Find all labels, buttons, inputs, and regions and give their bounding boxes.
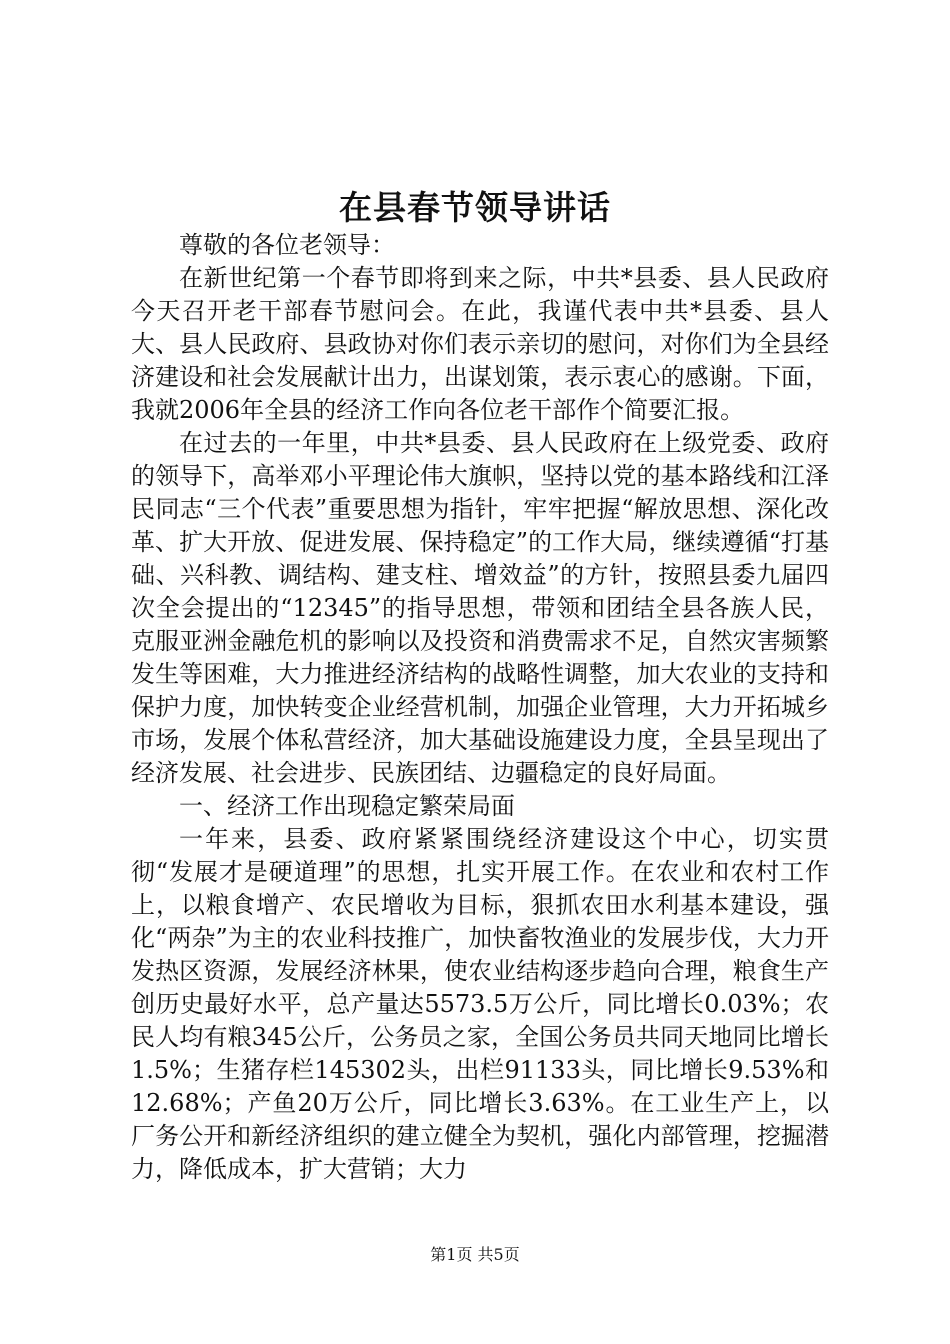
- document-body: [131, 229, 829, 1186]
- section-heading: 一、经济工作出现稳定繁荣局面: [179, 792, 515, 820]
- paragraph-intro: 在新世纪第一个春节即将到来之际，中共*县委、县人民政府今天召开老干部春节慰问会。在此，我谨代表中共*县委、县人大、县人民政府、县政协对你们表示亲切的慰问，对你们为全县经济建设和社会发展献计出力，出谋划策，表示衷心的感谢。下面，我就2006年全县的经济工作向各位老干部作个简要汇报。: [131, 264, 829, 424]
- document-title: 在县春节领导讲话: [339, 188, 611, 227]
- page-number: 第1页 共5页: [430, 1245, 520, 1264]
- paragraph-review: 在过去的一年里，中共*县委、县人民政府在上级党委、政府的领导下，高举邓小平理论伟大旗帜，坚持以党的基本路线和江泽民同志“三个代表”重要思想为指针，牢牢把握“解放思想、深化改革、扩大开放、促进发展、保持稳定”的工作大局，继续遵循“打基础、兴科教、调结构、建支柱、增效益”的方针，按照县委九届四次全会提出的“12345”的指导思想，带领和团结全县各族人民，克服亚洲金融危机的影响以及投资和消费需求不足，自然灾害频繁发生等困难，大力推进经济结构的战略性调整，加大农业的支持和保护力度，加快转变企业经营机制，加强企业管理，大力开拓城乡市场，发展个体私营经济，加大基础设施建设力度，全县呈现出了经济发展、社会进步、民族团结、边疆稳定的良好局面。: [131, 429, 829, 787]
- paragraph-economy: 一年来，县委、政府紧紧围绕经济建设这个中心，切实贯彻“发展才是硬道理”的思想，扎实开展工作。在农业和农村工作上，以粮食增产、农民增收为目标，狠抓农田水利基本建设，强化“两杂”为主的农业科技推广，加快畜牧渔业的发展步伐，大力开发热区资源，发展经济林果，使农业结构逐步趋向合理，粮食生产创历史最好水平，总产量达5573.5万公斤，同比增长0.03%；农民人均有粮345公斤，公务员之家，全国公务员共同天地同比增长1.5%；生猪存栏145302头，出栏91133头，同比增长9.53%和12.68%；产鱼20万公斤，同比增长3.63%。在工业生产上，以厂务公开和新经济组织的建立健全为契机，强化内部管理，挖掘潜力，降低成本，扩大营销；大力: [131, 825, 829, 1183]
- salutation: 尊敬的各位老领导：: [179, 231, 395, 259]
